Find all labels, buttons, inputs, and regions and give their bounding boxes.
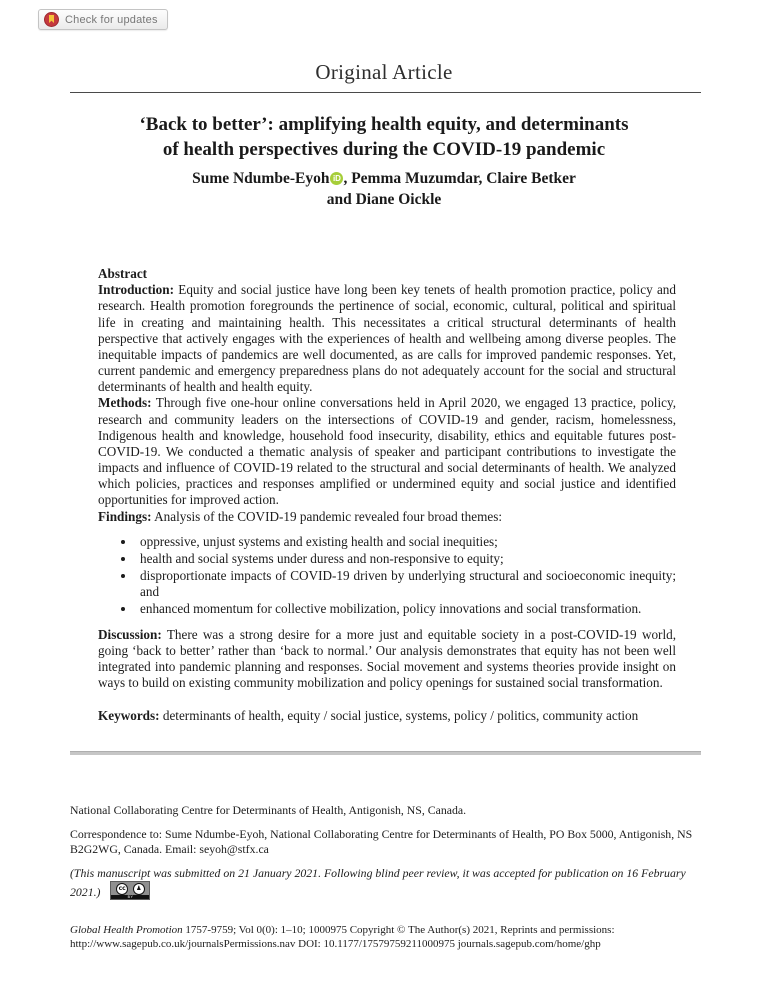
article-type-heading: Original Article bbox=[315, 60, 453, 84]
footnotes-section bbox=[70, 803, 695, 909]
cc-by-label: BY bbox=[111, 895, 149, 899]
author-names-line2: and Diane Oickle bbox=[326, 190, 442, 208]
manuscript-history-note: (This manuscript was submitted on 21 January 2021. Following blind peer review, it was accepted for publication on 16 February 2021.) cc ♟ BY bbox=[70, 866, 686, 900]
list-item: • disproportionate impacts of COVID-19 driven by underlying structural and socioeconomic inequity; and bbox=[136, 568, 676, 600]
introduction-text: Equity and social justice have long been key tenets of health promotion practice, policy and research. Health promotion foregrounds the pertinence of social, economic, cultural, political and spiritual life in creating and maintaining health. This necessitates a critical structural determinants of health perspective that actively engages with the experiences of health and wellbeing among diverse peoples. The inequitable impacts of pandemics are well documented, as are calls for improved pandemic responses. Yet, current pandemic and emergency preparedness plans do not adequately account for the social and structural determinants of health and health equity. bbox=[98, 282, 676, 395]
affiliation-note: National Collaborating Centre for Determinants of Health, Antigonish, NS, Canada. bbox=[70, 803, 467, 817]
abstract-introduction bbox=[98, 282, 676, 395]
abstract-heading: Abstract bbox=[98, 266, 148, 281]
journal-citation: 1757-9759; Vol 0(0): 1–10; 1000975 Copyright © The Author(s) 2021, Reprints and permissions: bbox=[182, 924, 615, 936]
cc-by-license-badge[interactable] bbox=[110, 881, 150, 900]
findings-text: Analysis of the COVID-19 pandemic revealed four broad themes: bbox=[154, 508, 502, 524]
discussion-label: Discussion: bbox=[98, 626, 162, 642]
check-for-updates-label: Check for updates bbox=[65, 13, 158, 26]
findings-label: Findings: bbox=[98, 508, 152, 524]
journal-title: Global Health Promotion bbox=[70, 924, 183, 936]
journal-footer bbox=[70, 923, 698, 952]
abstract-findings bbox=[98, 509, 676, 525]
findings-theme-list bbox=[98, 534, 676, 618]
methods-label: Methods: bbox=[98, 395, 152, 411]
article-title-line1: ‘Back to better’: amplifying health equity, and determinants bbox=[139, 114, 629, 135]
keywords-text: determinants of health, equity / social justice, systems, policy / politics, community action bbox=[162, 708, 639, 724]
crossmark-icon bbox=[44, 12, 59, 27]
abstract-discussion bbox=[98, 627, 676, 692]
list-item: • oppressive, unjust systems and existing health and social inequities; bbox=[136, 534, 676, 550]
author-names-rest: , Pemma Muzumdar, Claire Betker bbox=[343, 170, 576, 187]
keywords-label: Keywords: bbox=[98, 708, 160, 724]
correspondence-note: Correspondence to: Sume Ndumbe-Eyoh, National Collaborating Centre for Determinants of Health, PO Box 5000, Antigonish, NS B2G2WG, Canada. Email: seyoh@stfx.ca bbox=[70, 827, 693, 857]
author-name-first: Sume Ndumbe-Eyoh bbox=[192, 170, 330, 187]
authors bbox=[84, 169, 684, 211]
list-item: • health and social systems under duress and non-responsive to equity; bbox=[136, 551, 676, 567]
list-item: • enhanced momentum for collective mobilization, policy innovations and social transformation. bbox=[136, 601, 676, 617]
header-divider bbox=[70, 92, 701, 93]
footnote-divider bbox=[70, 751, 701, 755]
abstract-methods bbox=[98, 395, 676, 508]
abstract-section bbox=[98, 266, 676, 724]
keywords bbox=[98, 708, 676, 724]
article-title bbox=[84, 112, 684, 163]
methods-text: Through five one-hour online conversations held in April 2020, we engaged 13 practice, policy, research and community leaders on the intersections of COVID-19 and gender, racism, homelessness, Indigenous health and knowledge, household food insecurity, disability, ethics and equitable futures post-COVID-19. We conducted a thematic analysis of speaker and participant contributions to investigate the impacts and influence of COVID-19 related to the structural and social determinants of health. We analyzed which policies, practices and responses amplified or undermined equity and social justice and identified opportunities for improved action. bbox=[98, 395, 677, 508]
discussion-text: There was a strong desire for a more just and equitable society in a post-COVID-19 world, going ‘back to better’ rather than ‘back to normal.’ Our analysis demonstrates that equity has not been well integrated into pandemic planning and responses. Social movement and systems theories provide insight on ways to build on existing community mobilization and policy openings for sustained social transformation. bbox=[98, 626, 677, 691]
introduction-label: Introduction: bbox=[98, 282, 174, 298]
journal-links: http://www.sagepub.co.uk/journalsPermissions.nav DOI: 10.1177/17579759211000975 journals.sagepub.com/home/ghp bbox=[70, 938, 601, 951]
attribution-person-icon: ♟ bbox=[133, 883, 145, 895]
orcid-icon[interactable]: iD bbox=[330, 172, 343, 185]
article-title-line2: of health perspectives during the COVID-19 pandemic bbox=[162, 139, 606, 161]
check-for-updates-button[interactable] bbox=[38, 9, 168, 30]
cc-icon: cc bbox=[116, 883, 128, 895]
